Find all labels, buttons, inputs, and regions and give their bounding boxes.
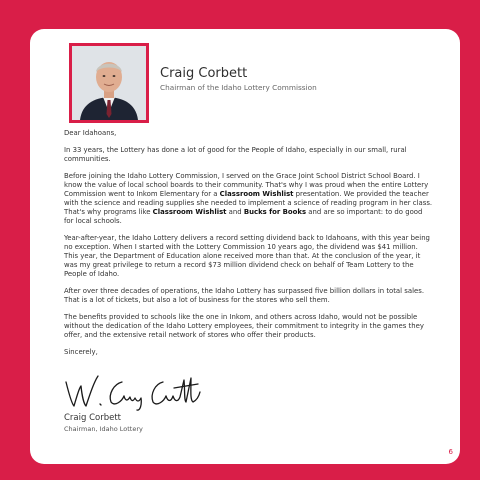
- letter-paragraph-3: Year-after-year, the Idaho Lottery delivers a record setting dividend back to Idahoans, with this year being no exception. When I started with the Lottery Commission 10 years ago, the dividend was $41 million. This year, the Department of Education alone received more than that. At the conclusion of the year, it was my great privilege to return a record $73 million dividend check on behalf of Team Lottery to the People of Idaho.: [64, 234, 430, 278]
- letter-closing: Sincerely,: [64, 348, 98, 356]
- program-name-classroom-wishlist: Classroom Wishlist: [152, 208, 227, 216]
- letter-paragraph-5: The benefits provided to schools like the one in Inkom, and others across Idaho, would not be possible without the dedication of the Idaho Lottery employees, their commitment to integrity in the games they offer, and the extensive retail network of stores who offer their products.: [64, 313, 424, 339]
- paragraph-text: presentation. We provided the teacher with the science and reading supplies she needed to implement a science of reading program in her class. That's why programs like: [64, 190, 433, 216]
- paragraph-text: and are so important: to do good for local schools.: [64, 208, 423, 225]
- letter-paragraph-1: In 33 years, the Lottery has done a lot of good for the People of Idaho, especially in our small, rural communities.: [64, 146, 407, 163]
- paragraph-text: Before joining the Idaho Lottery Commission, I served on the Grace Joint School District School Board. I know the value of local school boards to their community. That's why I was proud when the entire Lottery Commission went to Inkom Elementary for a: [64, 172, 429, 198]
- program-name-bucks-for-books: Bucks for Books: [243, 208, 307, 216]
- letter-greeting: Dear Idahoans,: [64, 129, 117, 137]
- letter-paragraph-4: After over three decades of operations, the Idaho Lottery has surpassed five billion dollars in total sales. That is a lot of tickets, but also a lot of business for the stores who sell them.: [64, 287, 425, 304]
- letter-card: [30, 29, 460, 464]
- letter-body: [64, 129, 434, 365]
- author-name: Craig Corbett: [160, 66, 248, 81]
- handwritten-signature: [60, 370, 210, 412]
- signature-name: Craig Corbett: [64, 413, 122, 423]
- program-name-classroom-wishlist: Classroom Wishlist: [219, 190, 294, 198]
- letter-paragraph-2: [64, 172, 434, 226]
- portrait-image: [72, 46, 146, 120]
- page-number: 6: [448, 448, 453, 456]
- portrait-photo: [69, 43, 149, 123]
- paragraph-text: and: [226, 208, 244, 216]
- signature-role: Chairman, Idaho Lottery: [64, 425, 143, 433]
- author-title: Chairman of the Idaho Lottery Commission: [160, 83, 317, 92]
